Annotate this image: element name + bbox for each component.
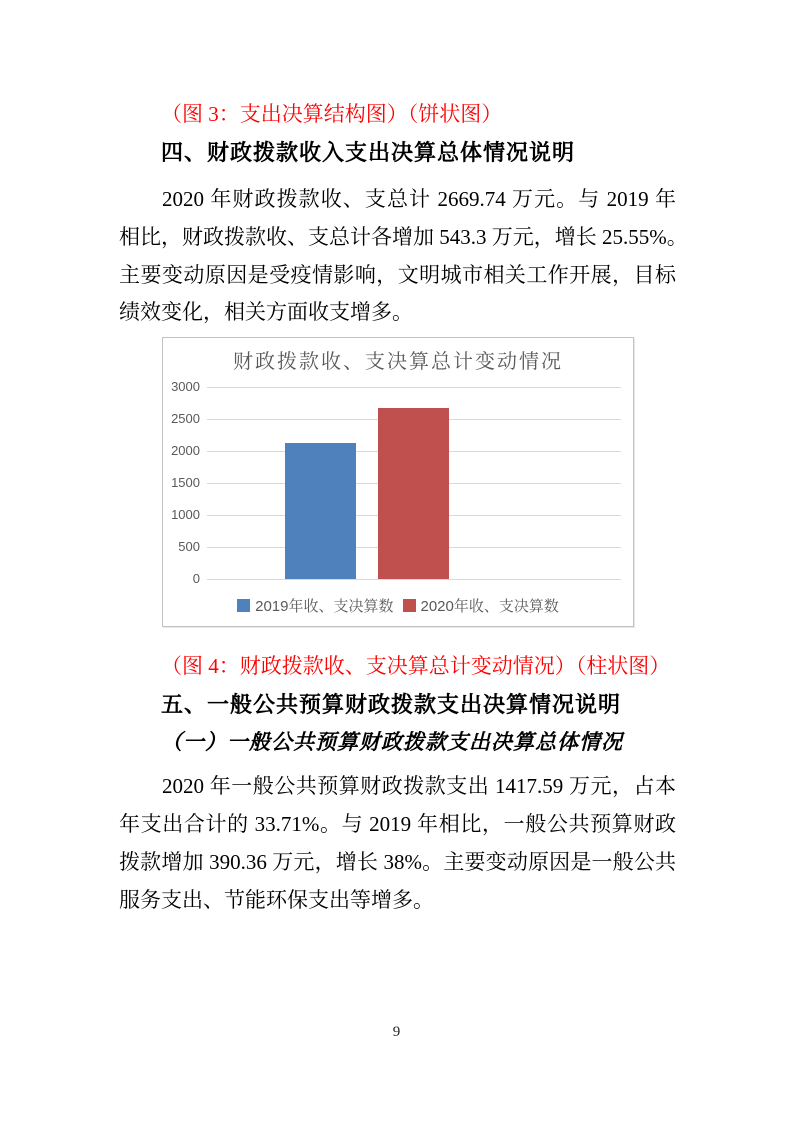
text-line: 相比，财政拨款收、支总计各增加 543.3 万元，增长 25.55%。 bbox=[119, 224, 688, 249]
legend-swatch-icon bbox=[237, 599, 250, 612]
chart-plot-area bbox=[207, 387, 621, 579]
text-line: 绩效变化，相关方面收支增多。 bbox=[119, 300, 413, 325]
gridline bbox=[207, 579, 621, 580]
legend-label: 2020年收、支决算数 bbox=[420, 598, 559, 616]
y-tick-label: 0 bbox=[192, 571, 200, 587]
text-line: 年支出合计的 33.71%。与 2019 年相比，一般公共预算财政 bbox=[119, 811, 676, 836]
y-tick-label: 2000 bbox=[171, 443, 200, 459]
figure4-caption: （图 4：财政拨款收、支决算总计变动情况）（柱状图） bbox=[161, 654, 671, 679]
section4-heading: 四、财政拨款收入支出决算总体情况说明 bbox=[161, 140, 576, 165]
y-tick-label: 1500 bbox=[171, 475, 200, 491]
section5-paragraph bbox=[119, 768, 676, 919]
section5-sub1-heading: （一）一般公共预算财政拨款支出决算总体情况 bbox=[161, 730, 623, 755]
y-tick-label: 500 bbox=[178, 539, 200, 555]
section5-heading: 五、一般公共预算财政拨款支出决算情况说明 bbox=[161, 692, 622, 718]
chart-title: 财政拨款收、支决算总计变动情况 bbox=[233, 351, 563, 374]
text-line: 服务支出、节能环保支出等增多。 bbox=[119, 887, 434, 912]
section4-paragraph bbox=[119, 181, 688, 332]
text-line: 2020 年财政拨款收、支总计 2669.74 万元。与 2019 年 bbox=[162, 187, 676, 211]
legend-swatch-icon bbox=[403, 599, 416, 612]
legend-item bbox=[237, 595, 393, 616]
figure3-caption: （图 3：支出决算结构图）（饼状图） bbox=[161, 102, 503, 126]
bar-chart bbox=[162, 337, 634, 627]
y-tick-label: 2500 bbox=[171, 411, 200, 427]
page-number: 9 bbox=[392, 1024, 401, 1040]
text-line: 2020 年一般公共预算财政拨款支出 1417.59 万元，占本 bbox=[162, 774, 676, 799]
legend-label: 2019年收、支决算数 bbox=[255, 598, 394, 616]
y-tick-label: 3000 bbox=[171, 379, 200, 395]
text-line: 拨款增加 390.36 万元，增长 38%。主要变动原因是一般公共 bbox=[119, 849, 676, 874]
chart-legend bbox=[163, 595, 633, 616]
legend-item bbox=[403, 595, 559, 616]
text-line: 主要变动原因是受疫情影响，文明城市相关工作开展，目标 bbox=[119, 262, 676, 287]
gridline bbox=[207, 387, 621, 388]
bar-2020年收、支决算数 bbox=[378, 408, 449, 579]
y-tick-label: 1000 bbox=[171, 507, 200, 523]
bar-2019年收、支决算数 bbox=[285, 443, 356, 579]
